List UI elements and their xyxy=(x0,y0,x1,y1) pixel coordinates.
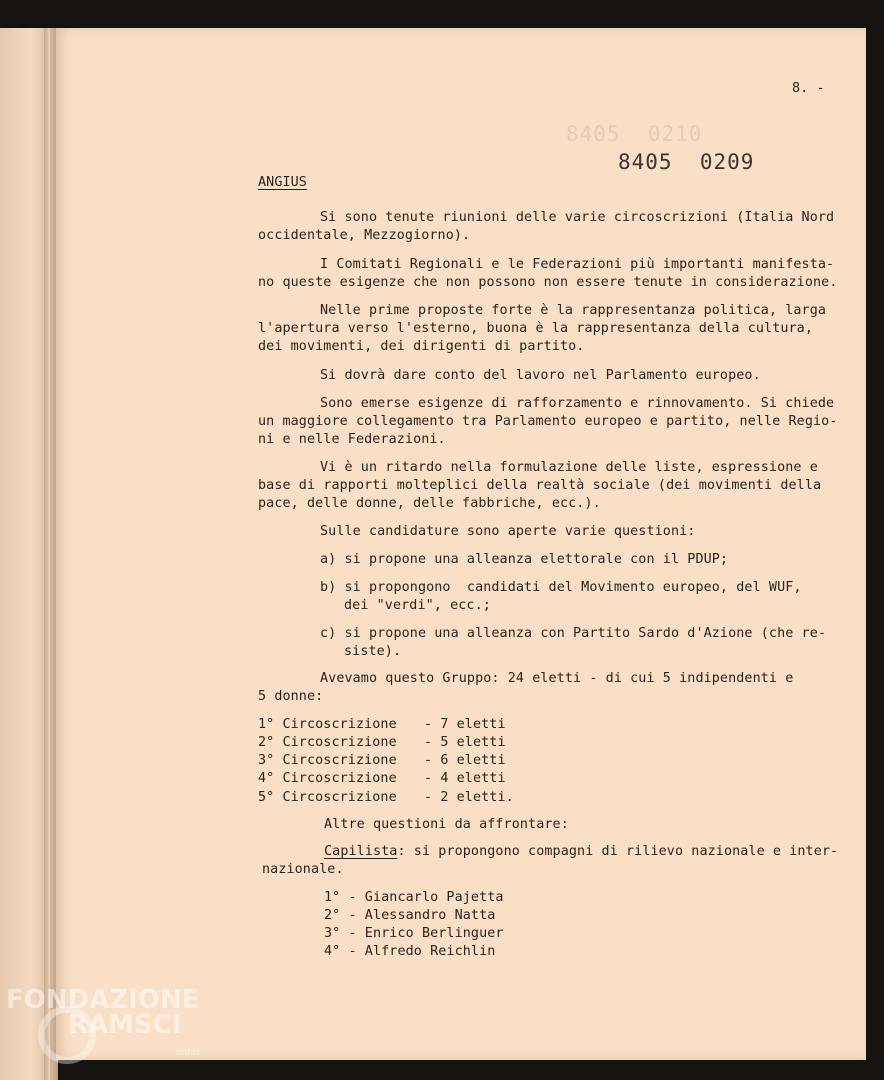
text-line: Si sono tenute riunioni delle varie circoscrizioni (Italia Nord xyxy=(320,210,835,225)
circoscrizione-label: 1° Circoscrizione xyxy=(258,717,397,732)
circoscrizione-value: - 6 eletti xyxy=(424,753,506,768)
capilista-line xyxy=(324,843,838,861)
text-line: 5 donne: xyxy=(258,689,324,704)
text-line: nazionale. xyxy=(262,862,344,877)
circoscrizione-label: 4° Circoscrizione xyxy=(258,771,397,786)
candidate-item: 2° - Alessandro Natta xyxy=(324,908,496,923)
text-line: Vi è un ritardo nella formulazione delle liste, espressione e xyxy=(320,460,818,475)
text-line: un maggiore collegamento tra Parlamento europeo e partito, nelle Regio- xyxy=(258,414,838,429)
archive-code-stamp: 8405 0209 xyxy=(618,150,755,174)
bleed-through-archive-code: 8405 0210 xyxy=(566,122,703,146)
text-line: Nelle prime proposte forte è la rappresentanza politica, larga xyxy=(320,303,827,318)
text-line: no queste esigenze che non possono non essere tenute in considerazione. xyxy=(258,275,838,290)
circoscrizione-label: 3° Circoscrizione xyxy=(258,753,397,768)
text-line: dei movimenti, dei dirigenti di partito. xyxy=(258,339,585,354)
list-item: a) si propone una alleanza elettorale con il PDUP; xyxy=(320,552,729,567)
text-line: ni e nelle Federazioni. xyxy=(258,432,446,447)
capilista-label: Capilista xyxy=(324,844,398,859)
speaker-name: ANGIUS xyxy=(258,175,307,190)
binding-fold xyxy=(44,28,50,1080)
watermark-onlus: onlus xyxy=(176,1048,201,1058)
text-line: Altre questioni da affrontare: xyxy=(324,817,569,832)
text-line: base di rapporti molteplici della realtà sociale (dei movimenti della xyxy=(258,478,822,493)
text-line: Si dovrà dare conto del lavoro nel Parlamento europeo. xyxy=(320,368,761,383)
circoscrizione-value: - 7 eletti xyxy=(424,717,506,732)
text-line: l'apertura verso l'esterno, buona è la rappresentanza della cultura, xyxy=(258,321,814,336)
circoscrizione-label: 5° Circoscrizione xyxy=(258,790,397,805)
watermark-gramsci: RAMSCI xyxy=(68,1010,182,1040)
capilista-text: : si propongono compagni di rilievo nazionale e inter- xyxy=(397,844,839,859)
candidate-item: 4° - Alfredo Reichlin xyxy=(324,944,496,959)
text-line: occidentale, Mezzogiorno). xyxy=(258,228,471,243)
page-number: 8. - xyxy=(792,81,825,96)
text-line: pace, delle donne, delle fabbriche, ecc.). xyxy=(258,496,601,511)
candidate-item: 1° - Giancarlo Pajetta xyxy=(324,890,504,905)
text-line: I Comitati Regionali e le Federazioni più importanti manifesta- xyxy=(320,257,835,272)
watermark-fondazione: FONDAZIONE xyxy=(6,985,200,1015)
list-item: b) si propongono candidati del Movimento europeo, del WUF, xyxy=(320,580,802,595)
list-item: dei "verdi", ecc.; xyxy=(344,598,491,613)
circoscrizione-value: - 4 eletti xyxy=(424,771,506,786)
circoscrizione-value: - 5 eletti xyxy=(424,735,506,750)
circoscrizione-value: - 2 eletti. xyxy=(424,790,514,805)
circoscrizione-label: 2° Circoscrizione xyxy=(258,735,397,750)
list-item: c) si propone una alleanza con Partito Sardo d'Azione (che re- xyxy=(320,626,827,641)
list-item: siste). xyxy=(344,644,402,659)
text-line: Sulle candidature sono aperte varie questioni: xyxy=(320,524,696,539)
text-line: Avevamo questo Gruppo: 24 eletti - di cui 5 indipendenti e xyxy=(320,671,794,686)
candidate-item: 3° - Enrico Berlinguer xyxy=(324,926,504,941)
text-line: Sono emerse esigenze di rafforzamento e rinnovamento. Si chiede xyxy=(320,396,835,411)
